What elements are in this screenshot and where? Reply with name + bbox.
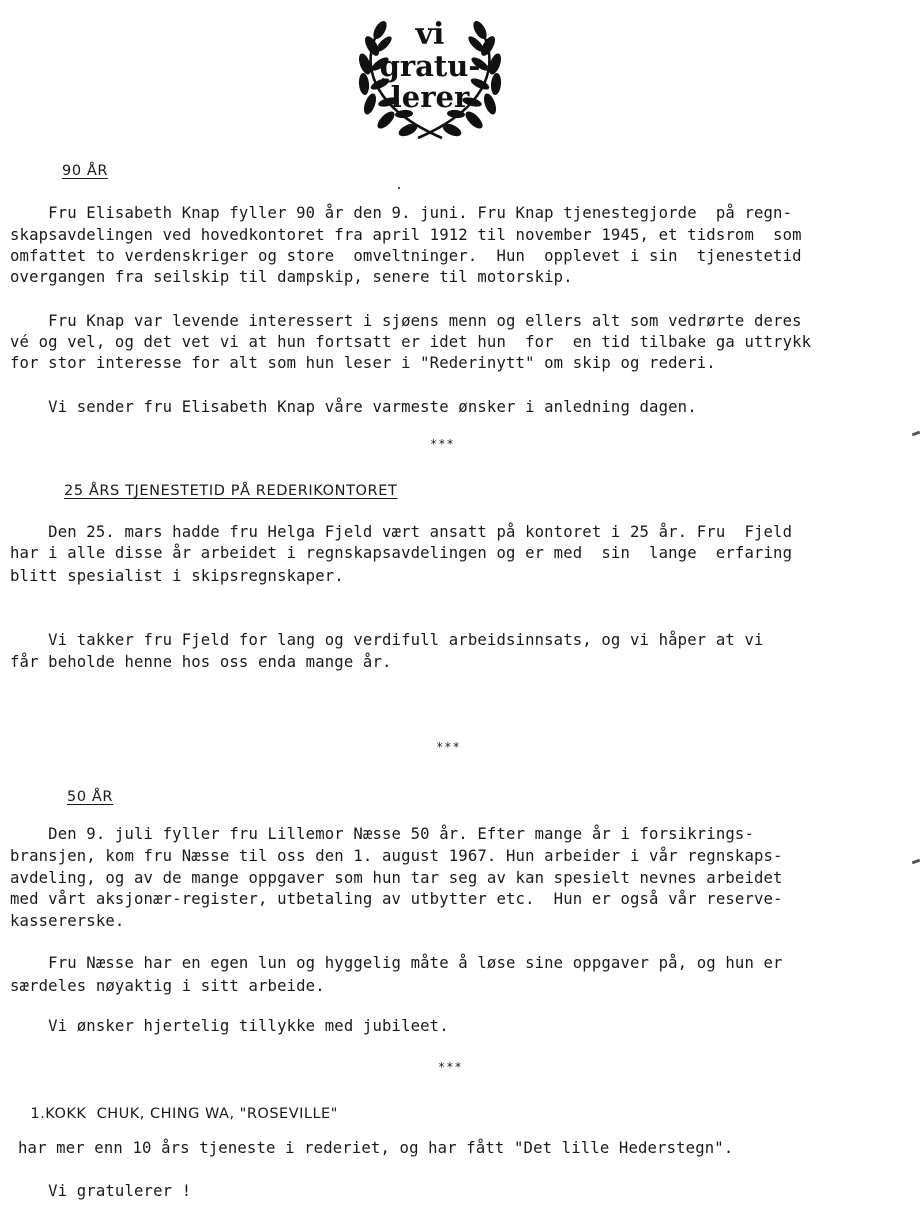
text-line: Vi sender fru Elisabeth Knap våre varmeste ønsker i anledning dagen. (10, 398, 697, 416)
kokk-title-line: 1.KOKK CHUK, CHING WA, "ROSEVILLE" (10, 1106, 338, 1122)
section-separator: *** (430, 437, 455, 451)
text-line: overgangen fra seilskip til dampskip, senere til motorskip. (10, 268, 573, 286)
text-line: bransjen, kom fru Næsse til oss den 1. august 1967. Hun arbeider i vår regnskaps- (10, 847, 783, 865)
text-line: Den 9. juli fyller fru Lillemor Næsse 50 år. Efter mange år i forsikrings- (10, 825, 754, 843)
text-line: omfattet to verdenskriger og store omveltninger. Hun opplevet i sin tjenestetid (10, 247, 802, 265)
section-heading-90-ar: 90 ÅR (62, 163, 109, 179)
text-line: Den 25. mars hadde fru Helga Fjeld vært ansatt på kontoret i 25 år. Fru Fjeld (10, 523, 793, 541)
text-line: får beholde henne hos oss enda mange år. (10, 653, 392, 671)
text-line: Vi takker fru Fjeld for lang og verdifull arbeidsinnsats, og vi håper at vi (10, 631, 764, 649)
text-line: med vårt aksjonær-register, utbetaling av utbytter etc. Hun er også vår reserve- (10, 890, 783, 908)
text-line: Fru Knap var levende interessert i sjøens menn og ellers alt som vedrørte deres (10, 312, 802, 330)
section-heading-25-ars-tjenestetid: 25 ÅRS TJENESTETID PÅ REDERIKONTORET (64, 483, 398, 499)
text-line: Fru Næsse har en egen lun og hyggelig måte å løse sine oppgaver på, og hun er (10, 954, 783, 972)
section-separator: *** (438, 1060, 463, 1074)
text-line: for stor interesse for alt som hun leser i "Rederinytt" om skip og rederi. (10, 354, 716, 372)
text-line: har i alle disse år arbeidet i regnskapsavdelingen og er med sin lange erfaring (10, 544, 793, 562)
scan-mark (912, 859, 920, 865)
text-line: Vi ønsker hjertelig tillykke med jubileet. (10, 1017, 449, 1035)
logo-text-line1: vi (415, 17, 445, 52)
text-line: Fru Elisabeth Knap fyller 90 år den 9. juni. Fru Knap tjenestegjorde på regn- (10, 204, 793, 222)
scan-speck (398, 187, 400, 189)
text-line: kassererske. (10, 912, 125, 930)
text-line: vé og vel, og det vet vi at hun fortsatt er idet hun for en tid tilbake ga uttrykk (10, 333, 812, 351)
section-heading-50-ar: 50 ÅR (67, 789, 114, 805)
text-line: blitt spesialist i skipsregnskaper. (10, 567, 344, 585)
logo-text-line3: lerer (390, 80, 470, 114)
text-line: skapsavdelingen ved hovedkontoret fra april 1912 til november 1945, et tidsrom som (10, 226, 802, 244)
scan-mark (912, 431, 920, 437)
text-line: har mer enn 10 års tjeneste i rederiet, og har fått "Det lille Hederstegn". (18, 1139, 734, 1157)
logo-text-line2: gratu- (379, 49, 481, 83)
section-separator: *** (436, 740, 461, 754)
text-line: særdeles nøyaktig i sitt arbeide. (10, 977, 325, 995)
closing-line: Vi gratulerer ! (10, 1182, 192, 1200)
vi-gratulerer-logo (350, 6, 510, 142)
laurel-wreath-icon (350, 6, 510, 142)
text-line: avdeling, og av de mange oppgaver som hun tar seg av kan spesielt nevnes arbeidet (10, 869, 783, 887)
